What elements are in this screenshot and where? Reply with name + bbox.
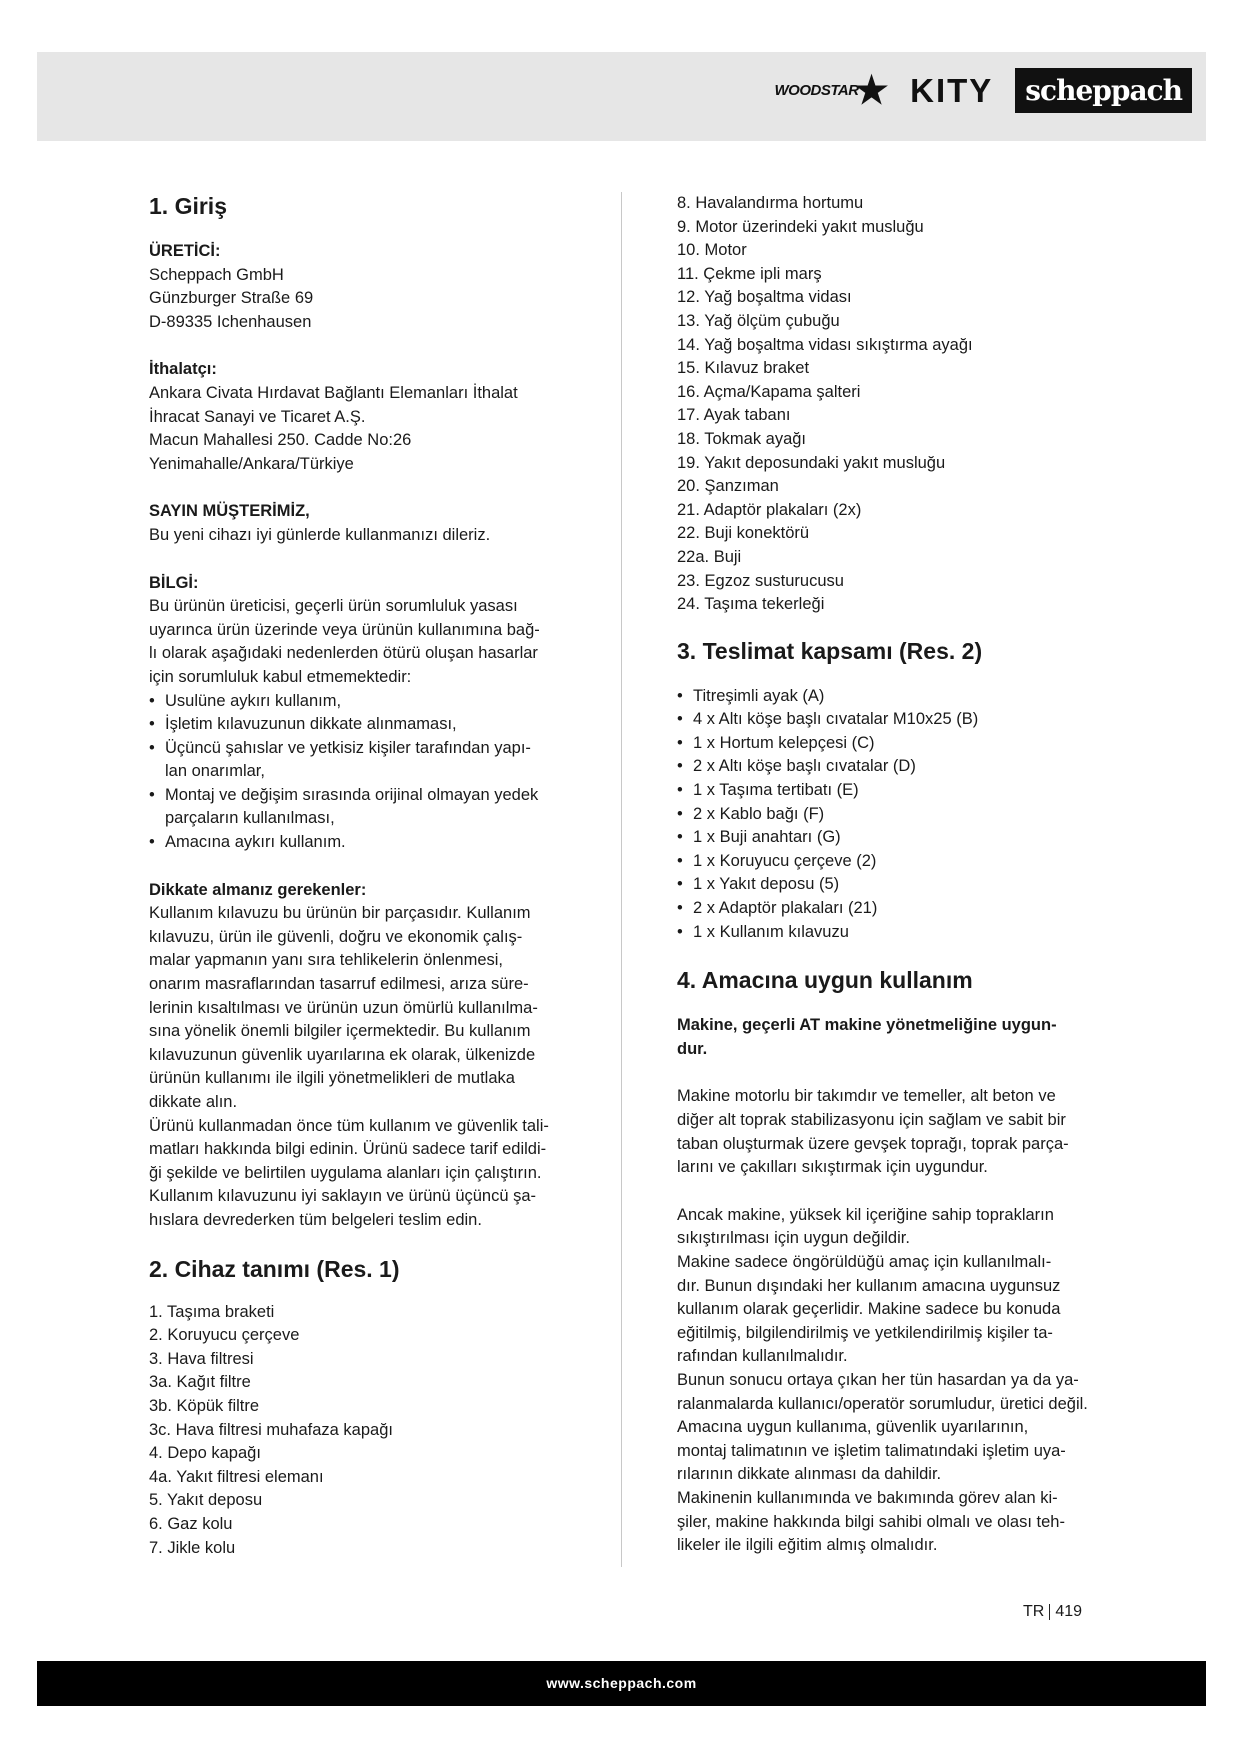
text-line: şiler, makine hakkında bilgi sahibi olmalı ve olası teh- xyxy=(677,1512,1065,1531)
delivery-item-text: 4 x Altı köşe başlı cıvatalar M10x25 (B) xyxy=(693,710,979,729)
text-line: Kullanım kılavuzunu iyi saklayın ve ürünü üçüncü şa- xyxy=(149,1187,537,1206)
text-line: Kullanım kılavuzu bu ürünün bir parçasıdır. Kullanım xyxy=(149,904,531,923)
text-line: larını ve çakılları sıkıştırmak için uygundur. xyxy=(677,1158,988,1177)
kity-logo: KITY xyxy=(910,71,994,109)
text-line: 14. Yağ boşaltma vidası sıkıştırma ayağı xyxy=(677,335,973,354)
text-line: dur. xyxy=(677,1039,708,1058)
delivery-item xyxy=(677,873,1097,897)
bullet-text: İşletim kılavuzunun dikkate alınmaması, xyxy=(165,715,457,734)
delivery-scope-list xyxy=(677,685,1097,945)
text-line: 24. Taşıma tekerleği xyxy=(677,595,825,614)
text-line: 6. Gaz kolu xyxy=(149,1514,233,1533)
text-line: 4a. Yakıt filtresi elemanı xyxy=(149,1467,324,1486)
text-line: lerinin kısaltılması ve ürünün uzun ömürlü kullanılma- xyxy=(149,998,538,1017)
bullet-icon: • xyxy=(677,781,683,800)
delivery-item-text: 1 x Koruyucu çerçeve (2) xyxy=(693,851,877,870)
bullet-icon: • xyxy=(677,757,683,776)
delivery-item xyxy=(677,850,1097,874)
scheppach-logo: scheppach xyxy=(1015,68,1192,113)
text-line: Makine sadece öngörüldüğü amaç için kullanılmalı- xyxy=(677,1252,1052,1271)
text-line: Scheppach GmbH xyxy=(149,265,284,284)
delivery-item-text: 1 x Taşıma tertibatı (E) xyxy=(693,781,859,800)
bullet-icon: • xyxy=(677,899,683,918)
delivery-item xyxy=(677,921,1097,945)
intended-use-paragraph-1 xyxy=(677,1085,1097,1179)
text-line: ralanmalarda kullanıcı/operatör sorumludur, üretici değil. xyxy=(677,1394,1088,1413)
text-line: Bu ürünün üreticisi, geçerli ürün sorumluluk yasası xyxy=(149,597,518,616)
text-line: 15. Kılavuz braket xyxy=(677,359,810,378)
text-line: kılavuzunun güvenlik uyarılarına ek olarak, ülkenizde xyxy=(149,1045,536,1064)
text-line: 7. Jikle kolu xyxy=(149,1538,236,1557)
delivery-item-text: 1 x Kullanım kılavuzu xyxy=(693,922,849,941)
text-line: eğitilmiş, bilgilendirilmiş ve yetkilendirilmiş kişiler ta- xyxy=(677,1323,1053,1342)
bullet-item xyxy=(149,690,579,714)
text-line: 1. Taşıma braketi xyxy=(149,1302,275,1321)
delivery-item-text: 1 x Buji anahtarı (G) xyxy=(693,828,841,847)
text-line: 10. Motor xyxy=(677,241,747,260)
info-bullets xyxy=(149,690,579,855)
info-text xyxy=(149,595,579,689)
text-line: rılarının dikkate alınması da dahildir. xyxy=(677,1465,942,1484)
bullet-icon: • xyxy=(677,733,683,752)
text-line: Bunun sonucu ortaya çıkan her tün hasardan ya da ya- xyxy=(677,1370,1079,1389)
text-line: diğer alt toprak stabilizasyonu için sağlam ve sabit bir xyxy=(677,1111,1066,1129)
text-line: onarım masraflarından tasarruf edilmesi, arıza süre- xyxy=(149,975,529,994)
text-line: Günzburger Straße 69 xyxy=(149,289,314,308)
text-line: İhracat Sanayi ve Ticaret A.Ş. xyxy=(149,407,366,426)
delivery-item-text: 2 x Kablo bağı (F) xyxy=(693,804,825,823)
manufacturer-address xyxy=(149,264,579,335)
text-line: 21. Adaptör plakaları (2x) xyxy=(677,500,862,519)
column-divider xyxy=(621,192,622,1567)
text-line: ürünün kullanımı ile ilgili yönetmelikleri de mutlaka xyxy=(149,1069,515,1088)
header-bar xyxy=(37,52,1206,141)
delivery-item-text: Titreşimli ayak (A) xyxy=(693,686,825,705)
text-line: Ankara Civata Hırdavat Bağlantı Elemanları İthalat xyxy=(149,383,518,402)
text-line: 22. Buji konektörü xyxy=(677,524,810,543)
text-line: 3b. Köpük filtre xyxy=(149,1396,260,1415)
text-line: 4. Depo kapağı xyxy=(149,1444,261,1463)
bullet-icon: • xyxy=(677,710,683,729)
delivery-item-text: 2 x Altı köşe başlı cıvatalar (D) xyxy=(693,757,916,776)
text-line: Makine motorlu bir takımdır ve temeller, alt beton ve xyxy=(677,1087,1056,1106)
text-line: Macun Mahallesi 250. Cadde No:26 xyxy=(149,431,412,450)
bullet-item xyxy=(149,784,579,831)
bullet-icon: • xyxy=(149,691,155,710)
footer-bar xyxy=(37,1661,1206,1706)
section-4-title: 4. Amacına uygun kullanım xyxy=(677,967,973,994)
website-link[interactable]: www.scheppach.com xyxy=(546,1675,697,1691)
section-1-title: 1. Giriş xyxy=(149,193,227,219)
text-line: 16. Açma/Kapama şalteri xyxy=(677,382,861,401)
bullet-icon: • xyxy=(677,875,683,894)
text-line: 9. Motor üzerindeki yakıt musluğu xyxy=(677,217,924,236)
manufacturer-label: ÜRETİCİ: xyxy=(149,242,221,260)
bullet-item xyxy=(149,713,579,737)
bullet-icon: • xyxy=(677,828,683,847)
text-line: 3. Hava filtresi xyxy=(149,1349,254,1368)
text-line: montaj talimatının ve işletim talimatındaki işletim uya- xyxy=(677,1441,1066,1460)
text-line: Ancak makine, yüksek kil içeriğine sahip toprakların xyxy=(677,1205,1054,1224)
customer-greeting-label: SAYIN MÜŞTERİMİZ, xyxy=(149,502,310,521)
text-line: Amacına uygun kullanıma, güvenlik uyarılarının, xyxy=(677,1418,1029,1437)
text-line: 2. Koruyucu çerçeve xyxy=(149,1326,300,1345)
text-line: rafından kullanılmalıdır. xyxy=(677,1347,848,1366)
delivery-item xyxy=(677,708,1097,732)
customer-greeting-text: Bu yeni cihazı iyi günlerde kullanmanızı dileriz. xyxy=(149,525,491,544)
text-line: likeler ile ilgili eğitim almış olmalıdır. xyxy=(677,1536,938,1555)
section-3-title: 3. Teslimat kapsamı (Res. 2) xyxy=(677,637,983,664)
text-line: dır. Bunun dışındaki her kullanım amacına uygunsuz xyxy=(677,1276,1061,1295)
text-line: sıkıştırılması için uygun değildir. xyxy=(677,1229,910,1248)
device-parts-list-continued xyxy=(677,192,1097,617)
text-line: Yenimahalle/Ankara/Türkiye xyxy=(149,454,354,473)
delivery-item-text: 2 x Adaptör plakaları (21) xyxy=(693,899,878,918)
intended-use-paragraph-2 xyxy=(677,1204,1097,1558)
text-line: kılavuzu, ürün ile güvenli, doğru ve ekonomik çalış- xyxy=(149,927,523,946)
brand-logos xyxy=(775,68,1193,113)
text-line: 8. Havalandırma hortumu xyxy=(677,194,864,212)
text-line: D-89335 Ichenhausen xyxy=(149,312,312,331)
text-line: sına yönelik önemli bilgiler içermektedir. Bu kullanım xyxy=(149,1022,531,1041)
woodstar-logo: WOODSTAR ★ xyxy=(774,69,889,112)
text-line: uyarınca ürün üzerinde veya ürünün kullanımına bağ- xyxy=(149,620,540,639)
left-column xyxy=(149,192,579,1560)
delivery-item-text: 1 x Hortum kelepçesi (C) xyxy=(693,733,875,752)
text-line: 17. Ayak tabanı xyxy=(677,406,791,425)
text-line: taban oluşturmak üzere gevşek toprağı, toprak parça- xyxy=(677,1134,1069,1153)
info-label: BİLGİ: xyxy=(149,573,199,592)
text-line: 3a. Kağıt filtre xyxy=(149,1373,251,1392)
text-line: kullanım olarak geçerlidir. Makine sadece bu konuda xyxy=(677,1300,1061,1319)
delivery-item xyxy=(677,755,1097,779)
notes-text xyxy=(149,902,579,1232)
page-number xyxy=(1023,1603,1082,1621)
delivery-item xyxy=(677,897,1097,921)
bullet-icon: • xyxy=(149,715,155,734)
bullet-icon: • xyxy=(677,686,683,705)
page-number-value: 419 xyxy=(1055,1603,1083,1620)
delivery-item xyxy=(677,685,1097,709)
bullet-icon: • xyxy=(677,851,683,870)
text-line: Makinenin kullanımında ve bakımında görev alan ki- xyxy=(677,1488,1058,1507)
bullet-icon: • xyxy=(677,922,683,941)
text-line: 12. Yağ boşaltma vidası xyxy=(677,288,852,307)
bullet-icon: • xyxy=(677,804,683,823)
text-line: için sorumluluk kabul etmemektedir: xyxy=(149,667,412,686)
delivery-item xyxy=(677,732,1097,756)
text-line: Makine, geçerli AT makine yönetmeliğine uygun- xyxy=(677,1016,1057,1035)
delivery-item xyxy=(677,803,1097,827)
delivery-item-text: 1 x Yakıt deposu (5) xyxy=(693,875,840,894)
text-line: 23. Egzoz susturucusu xyxy=(677,571,844,590)
bullet-text: Üçüncü şahıslar ve yetkisiz kişiler tarafından yapı- xyxy=(165,738,531,757)
bullet-text: Montaj ve değişim sırasında orijinal olmayan yedek xyxy=(165,785,539,804)
notes-label: Dikkate almanız gerekenler: xyxy=(149,880,367,899)
right-column xyxy=(677,192,1097,1558)
device-parts-list xyxy=(149,1301,579,1561)
bullet-icon: • xyxy=(149,833,155,852)
section-2-title: 2. Cihaz tanımı (Res. 1) xyxy=(149,1255,400,1282)
page-language: TR xyxy=(1023,1603,1045,1620)
text-line: dikkate alın. xyxy=(149,1093,238,1111)
bullet-text: parçaların kullanılması, xyxy=(165,809,335,828)
bullet-icon: • xyxy=(149,738,155,757)
text-line: 5. Yakıt deposu xyxy=(149,1491,263,1510)
text-line: malar yapmanın yanı sıra tehlikelerin önlenmesi, xyxy=(149,951,504,970)
text-line: 3c. Hava filtresi muhafaza kapağı xyxy=(149,1420,393,1439)
text-line: 19. Yakıt deposundaki yakıt musluğu xyxy=(677,453,946,472)
bullet-text: lan onarımlar, xyxy=(165,762,265,781)
intended-use-bold xyxy=(677,1014,1097,1061)
bullet-item xyxy=(149,831,579,855)
text-line: hıslara devrederken tüm belgeleri teslim edin. xyxy=(149,1210,482,1229)
text-line: matları hakkında bilgi edinin. Ürünü sadece tarif edildi- xyxy=(149,1140,547,1159)
text-line: lı olarak aşağıdaki nedenlerden ötürü oluşan hasarlar xyxy=(149,644,538,663)
importer-label: İthalatçı: xyxy=(149,360,217,379)
importer-address xyxy=(149,382,579,476)
delivery-item xyxy=(677,779,1097,803)
bullet-item xyxy=(149,737,579,784)
bullet-icon: • xyxy=(149,785,155,804)
delivery-item xyxy=(677,826,1097,850)
text-line: 11. Çekme ipli marş xyxy=(677,264,822,283)
bullet-text: Usulüne aykırı kullanım, xyxy=(165,691,342,710)
text-line: Ürünü kullanmadan önce tüm kullanım ve güvenlik tali- xyxy=(149,1116,549,1135)
text-line: ği şekilde ve belirtilen uygulama alanları için çalıştırın. xyxy=(149,1163,542,1182)
text-line: 13. Yağ ölçüm çubuğu xyxy=(677,311,840,330)
bullet-text: Amacına aykırı kullanım. xyxy=(165,833,346,852)
text-line: 22a. Buji xyxy=(677,547,742,566)
text-line: 18. Tokmak ayağı xyxy=(677,429,807,448)
text-line: 20. Şanzıman xyxy=(677,477,779,496)
